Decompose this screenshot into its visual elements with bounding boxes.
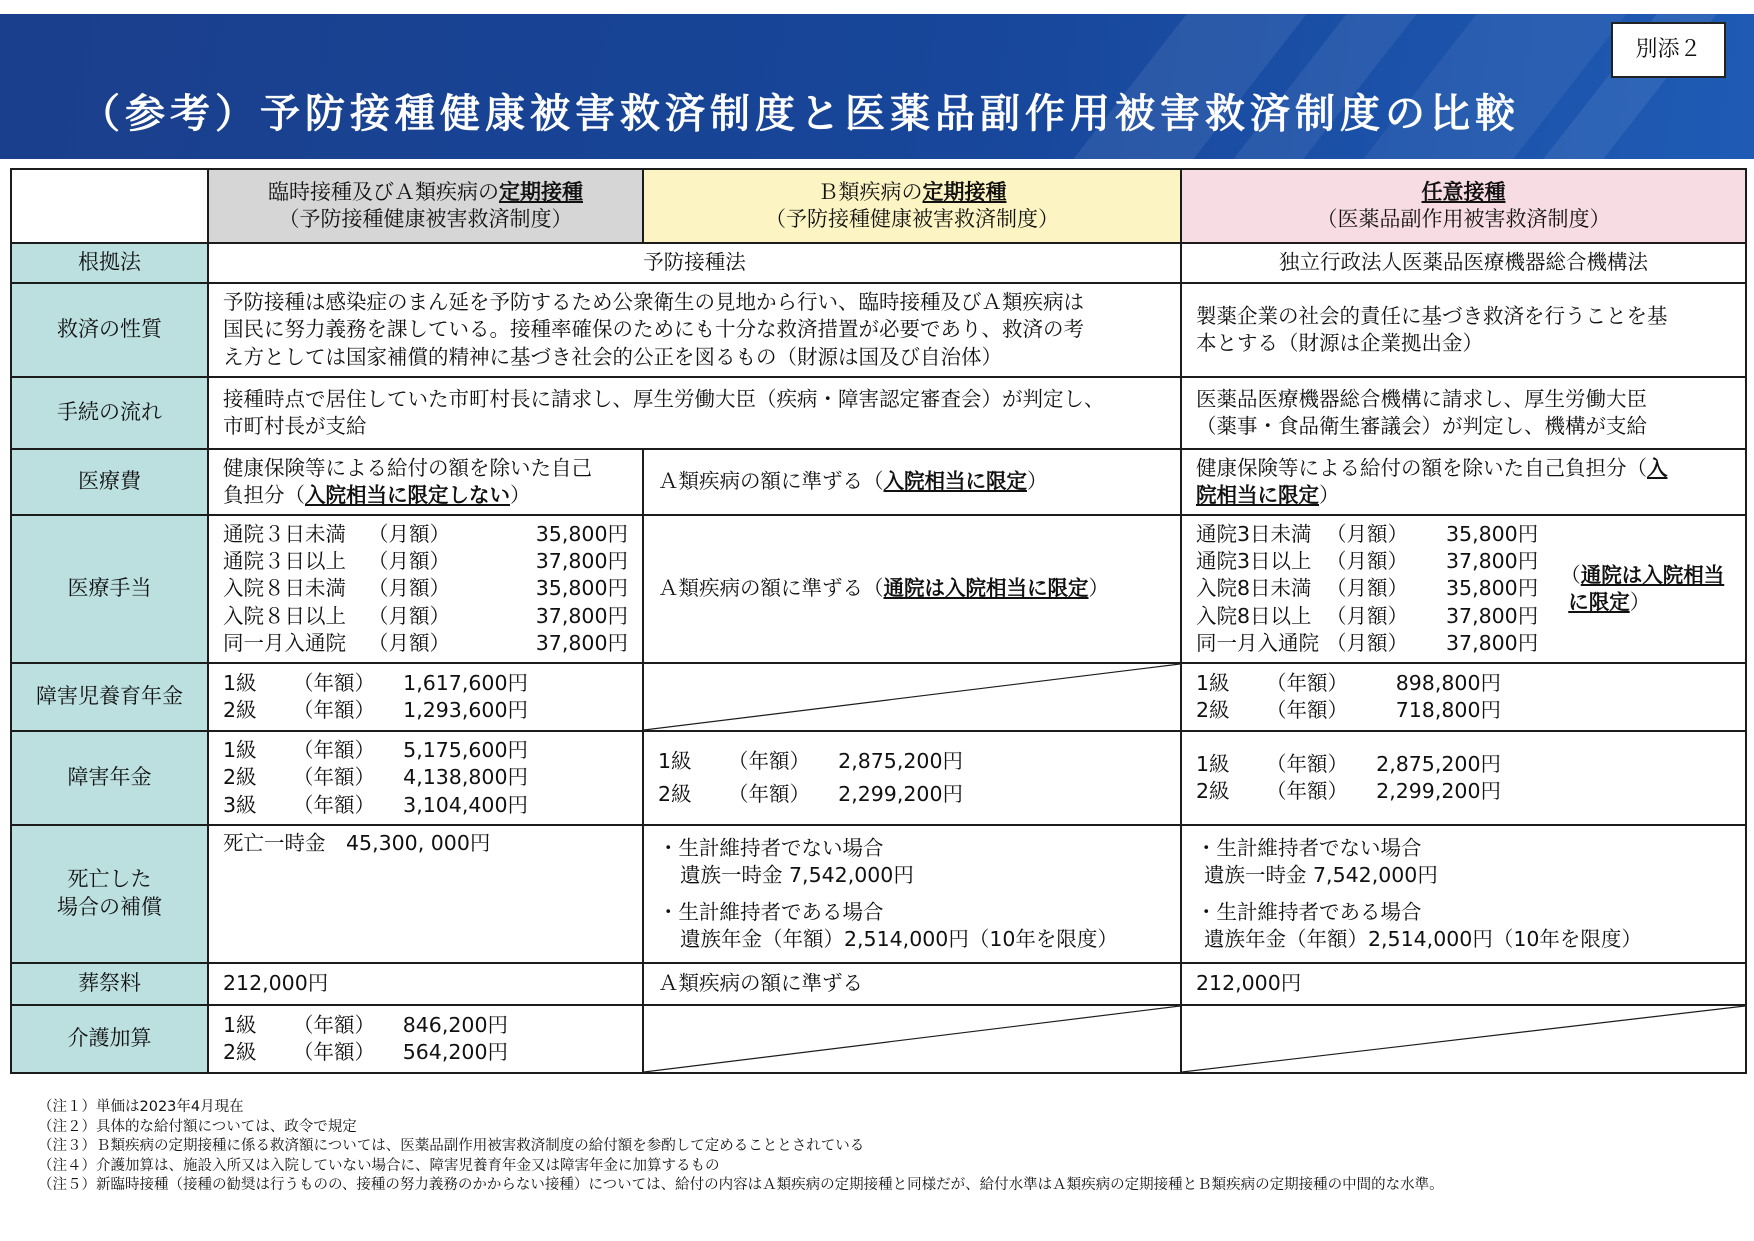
cell-child-pension-c	[1181, 663, 1746, 731]
column-b-title: Ｂ類疾病の	[817, 179, 923, 204]
list-item-label: 通院３日以上	[223, 549, 346, 574]
cell-text: 製薬企業の社会的責任に基づき救済を行うことを基	[1196, 303, 1668, 328]
allowance-note	[1560, 562, 1724, 616]
cell-text: ）	[1319, 483, 1340, 507]
row-label-line: 場合の補償	[57, 895, 162, 919]
pension-list	[223, 1012, 628, 1066]
list-item-period: （年額）	[293, 792, 375, 817]
allowance-list	[223, 521, 628, 656]
list-item-value: 35,800円	[535, 522, 628, 547]
row-label: 医療費	[11, 449, 208, 515]
pension-list	[658, 748, 1166, 808]
list-item-period: （年額）	[1266, 698, 1348, 722]
cell-text: （	[1560, 562, 1581, 587]
list-item-value: 37,800円	[535, 549, 628, 574]
cell-text: 接種時点で居住していた市町村長に請求し、厚生労働大臣（疾病・障害認定審査会）が判定し、	[223, 386, 1105, 411]
list-item-value: 35,800円	[1446, 522, 1539, 547]
list-item-value: 564,200円	[402, 1040, 508, 1064]
cell-medical-allowance-a	[208, 515, 643, 663]
list-item-period: （年額）	[728, 748, 810, 773]
column-header-c	[1181, 169, 1746, 243]
list-item-period: （年額）	[293, 765, 375, 790]
cell-text: 健康保険等による給付の額を除いた自己負担分（	[1196, 455, 1647, 480]
list-item-period: （年額）	[728, 782, 810, 806]
list-item-value: 5,175,600円	[403, 738, 528, 763]
row-label-line: 死亡した	[67, 867, 152, 892]
column-a-subtitle: （予防接種健康被害救済制度）	[278, 207, 573, 231]
cell-text: 本とする（財源は企業拠出金）	[1196, 331, 1483, 355]
cell-disability-pension-b	[643, 731, 1181, 825]
cell-child-pension-a	[208, 663, 643, 731]
cell-emphasis: 通院は入院相当	[1580, 562, 1725, 587]
list-item-label: 通院3日以上	[1196, 549, 1312, 574]
attachment-label: 別添２	[1611, 22, 1726, 78]
list-item-value: 1,617,600円	[403, 670, 528, 695]
table-row	[11, 825, 1746, 963]
list-item-label: 1級	[223, 670, 257, 695]
column-header-b	[643, 169, 1181, 243]
column-b-title-emphasis: 定期接種	[922, 179, 1007, 204]
cell-medical-cost-a	[208, 449, 643, 515]
pension-list	[1196, 670, 1731, 724]
list-item-label: 1級	[223, 1012, 257, 1037]
list-item-label: 1級	[1196, 751, 1230, 776]
column-b-subtitle: （予防接種健康被害救済制度）	[765, 207, 1059, 231]
list-item-value: 37,800円	[1446, 549, 1539, 574]
list-item-label: 2級	[1196, 698, 1230, 722]
list-item-label: 入院８日未満	[223, 576, 346, 601]
column-header-a	[208, 169, 643, 243]
list-item-label: 通院３日未満	[223, 522, 346, 547]
cell-not-applicable	[643, 663, 1181, 731]
list-item-label: 同一月入通院	[1196, 630, 1319, 655]
list-item-label: 2級	[223, 765, 257, 790]
list-item-period: （年額）	[293, 1012, 375, 1037]
footnote: （注２）具体的な給付額については、政令で規定	[38, 1118, 357, 1135]
list-item-value: 37,800円	[1446, 603, 1539, 628]
list-item-label: 入院８日以上	[223, 603, 346, 628]
list-item-period: （月額）	[368, 576, 450, 601]
list-item-period: （月額）	[368, 603, 450, 628]
list-item-value: 2,299,200円	[838, 782, 963, 806]
list-item-label: 入院8日未満	[1196, 576, 1312, 601]
list-item-label: 2級	[658, 782, 692, 806]
cell-disability-pension-c	[1181, 731, 1746, 825]
cell-text: ）	[1027, 469, 1048, 494]
footnotes	[38, 1098, 1444, 1196]
footnote: （注４）介護加算は、施設入所又は入院していない場合に、障害児養育年金又は障害年金に加算するもの	[38, 1157, 720, 1174]
cell-medical-cost-b	[643, 449, 1181, 515]
cell-disability-pension-a	[208, 731, 643, 825]
list-item-label: 3級	[223, 792, 257, 817]
cell-text: （薬事・食品衛生審議会）が判定し、機構が支給	[1196, 414, 1647, 438]
list-item-value: 1,293,600円	[403, 698, 528, 722]
cell-text: Ａ類疾病の額に準ずる（	[658, 576, 884, 601]
diagonal-slash	[644, 664, 1180, 730]
list-item-value: 2,875,200円	[838, 748, 963, 773]
pension-list	[1196, 751, 1731, 805]
cell-care-a	[208, 1005, 643, 1073]
column-a-title: 臨時接種及びＡ類疾病の	[268, 179, 499, 204]
column-c-subtitle: （医薬品副作用被害救済制度）	[1316, 207, 1611, 231]
cell-emphasis: 通院は入院相当に限定	[883, 576, 1089, 601]
row-label: 医療手当	[11, 515, 208, 663]
list-item-value: 37,800円	[1446, 630, 1539, 655]
cell-law-ab: 予防接種法	[208, 243, 1181, 283]
cell-nature-ab	[208, 283, 1181, 377]
list-item-value: 37,800円	[535, 630, 628, 655]
list-item-period: （年額）	[293, 1040, 375, 1064]
cell-procedure-c	[1181, 377, 1746, 449]
list-item-label: 2級	[1196, 779, 1230, 803]
list-item-period: （年額）	[293, 670, 375, 695]
cell-funeral-c: 212,000円	[1181, 963, 1746, 1005]
list-item-label: 2級	[223, 1040, 257, 1064]
table-header-row	[11, 169, 1746, 243]
list-item-period: （月額）	[368, 549, 450, 574]
cell-text: ）	[1629, 589, 1651, 614]
list-item-label: 1級	[658, 748, 692, 773]
list-item-value: 3,104,400円	[403, 792, 528, 817]
table-row	[11, 963, 1746, 1005]
table-row	[11, 515, 1746, 663]
list-item-period: （年額）	[1266, 670, 1348, 695]
cell-text: ）	[1088, 576, 1109, 601]
cell-law-c: 独立行政法人医薬品医療機器総合機構法	[1181, 243, 1746, 283]
row-label: 手続の流れ	[11, 377, 208, 449]
column-a-title-emphasis: 定期接種	[499, 179, 583, 204]
table-row	[11, 283, 1746, 377]
row-label: 障害児養育年金	[11, 663, 208, 731]
cell-text: え方としては国家補償的精神に基づき社会的公正を図るもの（財源は国及び自治体）	[223, 344, 1002, 369]
cell-text: 健康保険等による給付の額を除いた自己	[223, 455, 592, 480]
list-item-period: （月額）	[1326, 522, 1408, 547]
cell-text: ・生計維持者である場合	[658, 899, 884, 924]
cell-funeral-a: 212,000円	[208, 963, 643, 1005]
row-label: 介護加算	[11, 1005, 208, 1073]
diagonal-slash	[1182, 1006, 1745, 1072]
cell-text: 遺族一時金 7,542,000円	[680, 863, 914, 888]
table-row	[11, 663, 1746, 731]
table-row	[11, 243, 1746, 283]
cell-emphasis: 入	[1647, 455, 1668, 480]
comparison-table	[10, 168, 1747, 1074]
list-item-period: （月額）	[1326, 603, 1408, 628]
list-item-label: 通院3日未満	[1196, 522, 1312, 547]
cell-death-c	[1181, 825, 1746, 963]
cell-death-a	[208, 825, 643, 963]
list-item-value: 718,800円	[1395, 698, 1501, 722]
pension-list	[223, 737, 628, 818]
list-item-value: 2,875,200円	[1376, 751, 1501, 776]
list-item-period: （月額）	[368, 630, 450, 655]
cell-not-applicable	[1181, 1005, 1746, 1073]
row-label: 救済の性質	[11, 283, 208, 377]
diagonal-slash	[644, 1006, 1180, 1072]
cell-emphasis: に限定	[1568, 589, 1630, 614]
table-row	[11, 731, 1746, 825]
header-empty-cell	[11, 169, 208, 243]
list-item-label: 入院8日以上	[1196, 603, 1312, 628]
page-title: （参考）予防接種健康被害救済制度と医薬品副作用被害救済制度の比較	[80, 91, 1520, 137]
cell-text: 国民に努力義務を課している。接種率確保のためにも十分な救済措置が必要であり、救済の考	[223, 317, 1084, 342]
list-item-label: 1級	[223, 738, 257, 763]
header-banner	[0, 14, 1754, 159]
list-item-period: （年額）	[293, 698, 375, 722]
cell-funeral-b: Ａ類疾病の額に準ずる	[643, 963, 1181, 1005]
list-item-value: 846,200円	[402, 1012, 508, 1037]
pension-list	[223, 670, 628, 724]
cell-text: ・生計維持者である場合	[1196, 899, 1422, 924]
row-label: 根拠法	[11, 243, 208, 283]
cell-text: 遺族一時金 7,542,000円	[1204, 863, 1438, 888]
list-item-label: 1級	[1196, 670, 1230, 695]
table-row	[11, 1005, 1746, 1073]
list-item-label: 同一月入通院	[223, 630, 346, 655]
cell-emphasis: 入院相当に限定	[883, 469, 1027, 494]
cell-text: ）	[510, 483, 531, 507]
list-item-value: 35,800円	[535, 576, 628, 601]
cell-text: Ａ類疾病の額に準ずる（	[658, 469, 884, 494]
cell-medical-cost-c	[1181, 449, 1746, 515]
row-label: 葬祭料	[11, 963, 208, 1005]
cell-medical-allowance-c	[1181, 515, 1746, 663]
row-label: 障害年金	[11, 731, 208, 825]
list-item-value: 35,800円	[1446, 576, 1539, 601]
cell-medical-allowance-b	[643, 515, 1181, 663]
cell-text: 予防接種は感染症のまん延を予防するため公衆衛生の見地から行い、臨時接種及びＡ類疾病は	[223, 290, 1084, 315]
list-item-value: 37,800円	[535, 603, 628, 628]
cell-text: 医薬品医療機器総合機構に請求し、厚生労働大臣	[1196, 386, 1647, 411]
list-item-value: 898,800円	[1395, 670, 1501, 695]
cell-nature-c	[1181, 283, 1746, 377]
list-item-period: （年額）	[293, 738, 375, 763]
list-item-label: 2級	[223, 698, 257, 722]
footnote: （注３）Ｂ類疾病の定期接種に係る救済額については、医薬品副作用被害救済制度の給付額を参酌して定めることとされている	[38, 1138, 865, 1154]
cell-text: 死亡一時金 45,300, 000円	[223, 831, 491, 855]
cell-procedure-ab	[208, 377, 1181, 449]
column-c-title-emphasis: 任意接種	[1421, 179, 1506, 204]
list-item-period: （年額）	[1266, 779, 1348, 803]
allowance-list	[1196, 521, 1538, 656]
table-row	[11, 449, 1746, 515]
cell-not-applicable	[643, 1005, 1181, 1073]
cell-text: 市町村長が支給	[223, 414, 367, 438]
cell-text: ・生計維持者でない場合	[1196, 836, 1422, 861]
table-row	[11, 377, 1746, 449]
list-item-period: （月額）	[1326, 576, 1408, 601]
footnote: （注１）単価は2023年4月現在	[38, 1099, 244, 1115]
cell-text: 遺族年金（年額）2,514,000円（10年を限度）	[1204, 926, 1642, 951]
cell-text: 遺族年金（年額）2,514,000円（10年を限度）	[680, 926, 1118, 951]
row-label	[11, 825, 208, 963]
list-item-period: （月額）	[368, 522, 450, 547]
cell-emphasis: 院相当に限定	[1196, 483, 1319, 507]
footnote: （注５）新臨時接種（接種の勧奨は行うものの、接種の努力義務のかからない接種）については、給付の内容はＡ類疾病の定期接種と同様だが、給付水準はＡ類疾病の定期接種とＢ類疾病の定期接種の中間的な水準。	[38, 1177, 1444, 1193]
list-item-period: （月額）	[1326, 630, 1408, 655]
list-item-value: 2,299,200円	[1376, 779, 1501, 803]
list-item-period: （年額）	[1266, 751, 1348, 776]
cell-text: ・生計維持者でない場合	[658, 836, 884, 861]
cell-death-b	[643, 825, 1181, 963]
cell-emphasis: 入院相当に限定しない	[305, 483, 510, 507]
list-item-period: （月額）	[1326, 549, 1408, 574]
cell-text: 負担分（	[223, 483, 305, 507]
list-item-value: 4,138,800円	[403, 765, 528, 790]
